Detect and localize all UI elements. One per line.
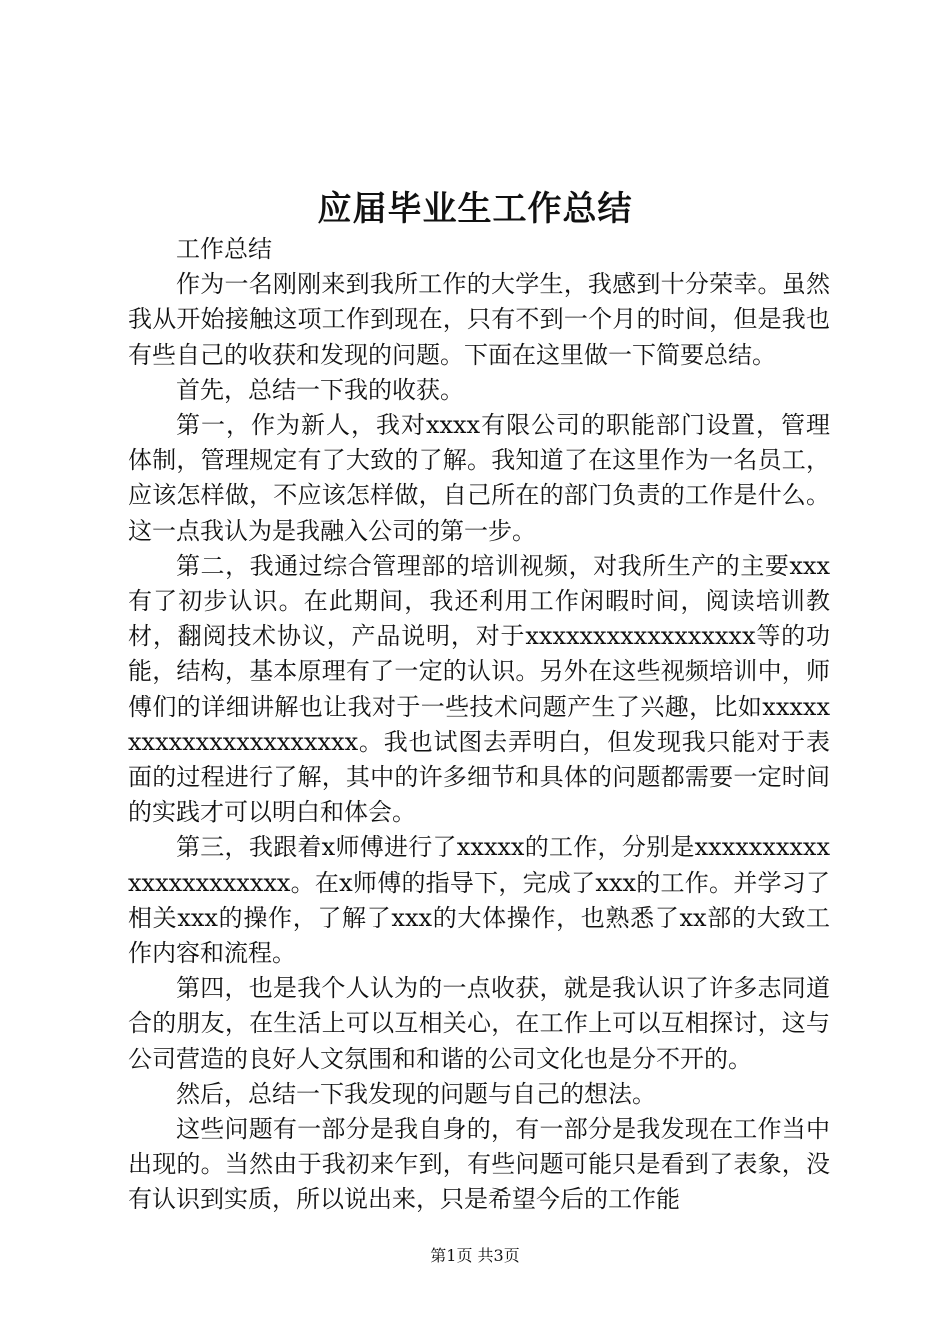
paragraph-problems: 这些问题有一部分是我自身的，有一部分是我发现在工作当中出现的。当然由于我初来乍到，有些问题可能只是看到了表象，没有认识到实质，所以说出来，只是希望今后的工作能: [128, 1115, 830, 1214]
paragraph-first: 第一，作为新人，我对xxxx有限公司的职能部门设置，管理体制，管理规定有了大致的了解。我知道了在这里作为一名员工，应该怎样做，不应该怎样做，自己所在的部门负责的工作是什么。这一点我认为是我融入公司的第一步。: [128, 411, 830, 545]
paragraph-gains-intro: 首先，总结一下我的收获。: [176, 375, 464, 404]
paragraph-intro: 作为一名刚刚来到我所工作的大学生，我感到十分荣幸。虽然我从开始接触这项工作到现在，只有不到一个月的时间，但是我也有些自己的收获和发现的问题。下面在这里做一下简要总结。: [128, 270, 830, 369]
paragraph-heading: 工作总结: [176, 235, 272, 263]
paragraph-third: 第三，我跟着x师傅进行了xxxxx的工作，分别是xxxxxxxxxxxxxxxxxxxxxx。在x师傅的指导下，完成了xxx的工作。并学习了相关xxx的操作，了解了xxx的大体操作，也熟悉了xx部的大致工作内容和流程。: [128, 833, 830, 968]
document-body: [128, 232, 830, 1218]
paragraph-fourth: 第四，也是我个人认为的一点收获，就是我认识了许多志同道合的朋友，在生活上可以互相关心，在工作上可以互相探讨，这与公司营造的良好人文氛围和和谐的公司文化也是分不开的。: [128, 974, 830, 1073]
document-title: 应届毕业生工作总结: [317, 189, 633, 229]
page-footer: 第1页 共3页: [430, 1246, 520, 1265]
paragraph-second: 第二，我通过综合管理部的培训视频，对我所生产的主要xxx有了初步认识。在此期间，我还利用工作闲暇时间，阅读培训教材，翻阅技术协议，产品说明，对于xxxxxxxxxxxxxxxxx等的功能，结构，基本原理有了一定的认识。另外在这些视频培训中，师傅们的详细讲解也让我对于一些技术问题产生了兴趣，比如xxxxxxxxxxxxxxxxxxxxxx。我也试图去弄明白，但发现我只能对于表面的过程进行了解，其中的许多细节和具体的问题都需要一定时间的实践才可以明白和体会。: [128, 551, 830, 827]
paragraph-problems-intro: 然后，总结一下我发现的问题与自己的想法。: [176, 1079, 656, 1108]
